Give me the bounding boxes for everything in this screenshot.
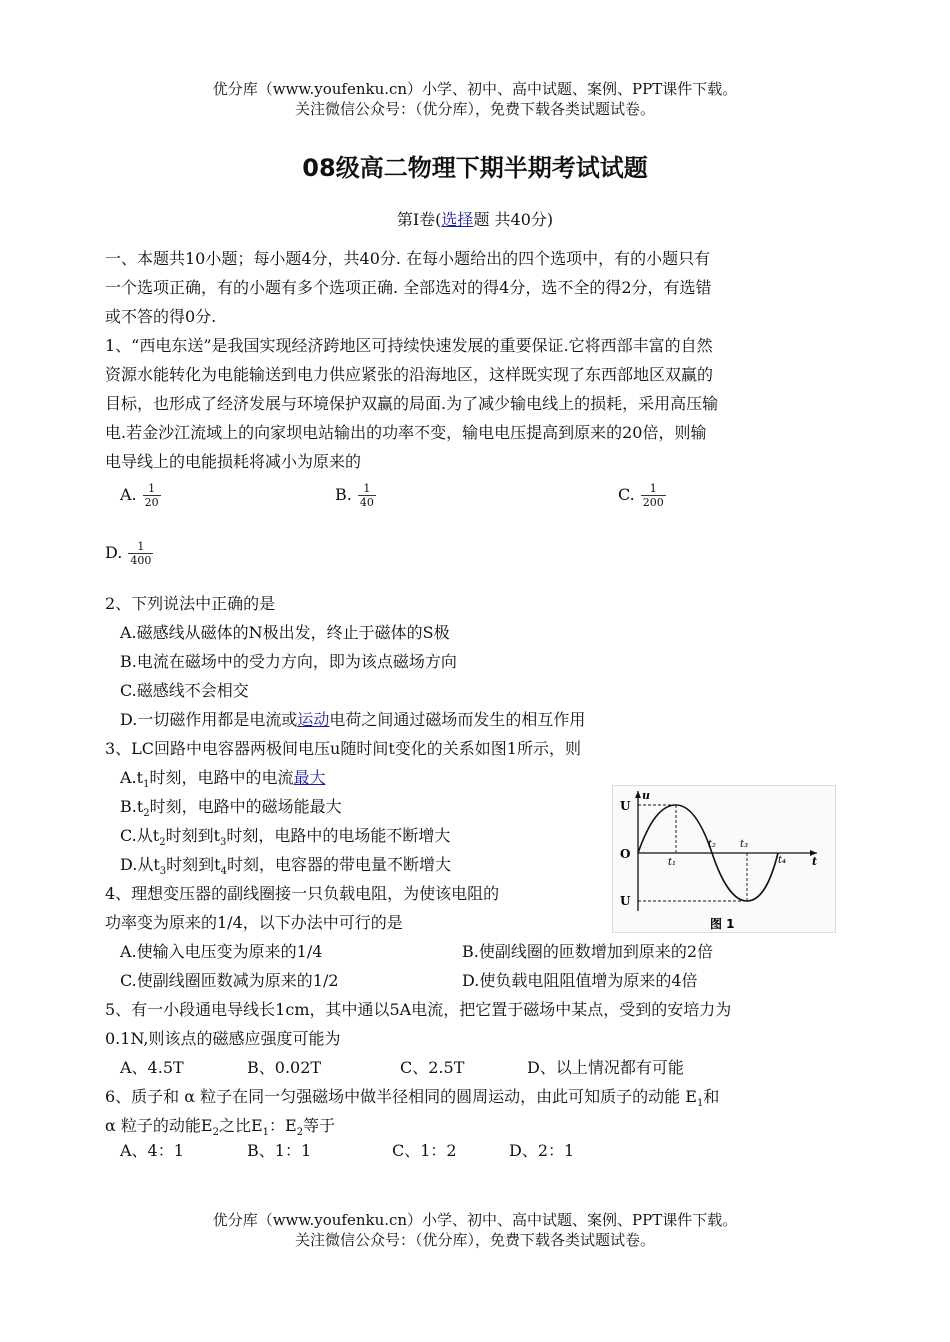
t2-label: t₂ (708, 839, 717, 850)
q3-option-a (120, 767, 325, 796)
q5-line-2: 0.1N,则该点的磁感应强度可能为 (105, 1029, 341, 1048)
q1-line-4: 电.若金沙江流域上的向家坝电站输出的功率不变，输电电压提高到原来的20倍，则输 (105, 423, 707, 442)
q1-option-b (335, 482, 376, 509)
t4-label: t₄ (778, 855, 787, 866)
q1-line-3: 目标，也形成了经济发展与环境保护双赢的局面.为了减少输电线上的损耗，采用高压输 (105, 394, 719, 413)
q3-c-sub1: 2 (159, 837, 166, 849)
q3-b-sub: 2 (143, 808, 150, 820)
q6-l2-sub1: 2 (212, 1127, 219, 1139)
origin-label: O (620, 847, 631, 861)
q1-option-a-label: A. (120, 485, 137, 504)
q3-b-pre: B.t (120, 797, 144, 816)
q1-option-b-den: 40 (359, 496, 374, 509)
q5-option-b: B、0.02T (247, 1058, 322, 1077)
q3-option-b (120, 796, 342, 825)
q1-option-d-den: 400 (130, 554, 152, 567)
q6-option-c: C、1：2 (392, 1141, 457, 1160)
q3-c-sub2: 3 (220, 837, 227, 849)
figure-frame (613, 786, 836, 933)
q1-option-d (105, 540, 153, 567)
q2-option-a: A.磁感线从磁体的N极出发，终止于磁体的S极 (120, 623, 450, 642)
q4-option-d: D.使负载电阻阻值增为原来的4倍 (462, 971, 698, 990)
q1-option-c-num: 1 (641, 482, 666, 496)
q3-a-sub: 1 (143, 779, 150, 791)
q6-l2-sub2: 1 (262, 1127, 270, 1139)
q6-option-a: A、4：1 (120, 1141, 184, 1160)
q1-option-a (120, 482, 161, 509)
q5-option-c: C、2.5T (400, 1058, 465, 1077)
q3-option-d (120, 854, 451, 883)
q6-l1-sub: 1 (696, 1098, 704, 1110)
q2-option-b: B.电流在磁场中的受力方向，即为该点磁场方向 (120, 652, 457, 671)
section-link[interactable]: 选择 (441, 210, 474, 229)
q6-l2-mid2: ：E (269, 1116, 297, 1135)
q1-option-c-fraction (641, 482, 666, 509)
t-axis-label: t (812, 855, 818, 868)
q3-d-sub2: 4 (220, 866, 227, 878)
q1-line-2: 资源水能转化为电能输送到电力供应紧张的沿海地区，这样既实现了东西部地区双赢的 (105, 365, 714, 384)
q1-line-1: 1、“西电东送”是我国实现经济跨地区可持续快速发展的重要保证.它将西部丰富的自然 (105, 336, 713, 355)
q6-l1-post: 和 (703, 1087, 720, 1106)
q2-d-post: 电荷之间通过磁场而发生的相互作用 (329, 710, 586, 729)
q2-option-d (120, 709, 585, 731)
q1-line-5: 电导线上的电能损耗将减小为原来的 (105, 452, 362, 471)
figure-caption: 图 1 (710, 917, 735, 931)
q1-option-c-den: 200 (642, 496, 664, 509)
q3-c-mid: 时刻到t (165, 826, 221, 845)
q1-option-b-fraction (358, 482, 376, 509)
q6-option-b: B、1：1 (247, 1141, 312, 1160)
q1-option-c-label: C. (618, 485, 635, 504)
q6-l2-post: 等于 (303, 1116, 336, 1135)
t3-label: t₃ (740, 839, 749, 850)
section-post: 题 共40分) (473, 210, 554, 229)
q3-d-pre: D.从t (120, 855, 160, 874)
u-axis-label: u (642, 789, 650, 802)
t1-label: t₁ (668, 857, 677, 868)
q5-option-a: A、4.5T (120, 1058, 184, 1077)
q2-d-pre: D.一切磁作用都是电流或 (120, 710, 298, 729)
q1-option-d-fraction (128, 540, 153, 567)
q5-line-1: 5、有一小段通电导线长1cm，其中通以5A电流，把它置于磁场中某点，受到的安培力为 (105, 1000, 732, 1019)
header-line-2: 关注微信公众号：（优分库），免费下载各类试题试卷。 (294, 100, 655, 118)
page-title: 08级高二物理下期半期考试试题 (302, 154, 648, 182)
q4-option-c: C.使副线圈匝数减为原来的1/2 (120, 971, 339, 990)
q1-option-a-num: 1 (143, 482, 161, 496)
figure-1-graph (612, 785, 836, 933)
intro-line-1: 一、本题共10小题；每小题4分，共40分. 在每小题给出的四个选项中，有的小题只有 (105, 249, 711, 268)
q3-option-c (120, 825, 450, 854)
q1-option-b-num: 1 (358, 482, 376, 496)
q4-line-1: 4、理想变压器的副线圈接一只负载电阻，为使该电阻的 (105, 884, 500, 903)
q3-a-pre: A.t (120, 768, 144, 787)
q6-l2-pre: α 粒子的动能E (105, 1116, 213, 1135)
q4-option-a: A.使输入电压变为原来的1/4 (120, 942, 323, 961)
q6-l2-mid: 之比E (218, 1116, 263, 1135)
q2-d-link[interactable]: 运动 (297, 710, 330, 729)
q4-line-2: 功率变为原来的1/4，以下办法中可行的是 (105, 913, 403, 932)
footer-line-1: 优分库（www.youfenku.cn）小学、初中、高中试题、案例、PPT课件下载。 (212, 1211, 738, 1229)
q1-option-a-fraction (143, 482, 161, 509)
q2-option-c: C.磁感线不会相交 (120, 681, 249, 700)
q3-a-mid: 时刻，电路中的电流 (149, 768, 294, 787)
intro-line-3: 或不答的得0分. (105, 307, 217, 326)
q1-option-c (618, 482, 666, 509)
q6-l1-pre: 6、质子和 α 粒子在同一匀强磁场中做半径相同的圆周运动，由此可知质子的动能 E (105, 1087, 697, 1106)
q2-stem: 2、下列说法中正确的是 (105, 594, 276, 613)
q3-c-post: 时刻，电路中的电场能不断增大 (226, 826, 451, 845)
U-bottom-label: U (620, 894, 631, 908)
q1-option-b-label: B. (335, 485, 352, 504)
q3-c-pre: C.从t (120, 826, 160, 845)
intro-line-2: 一个选项正确，有的小题有多个选项正确. 全部选对的得4分，选不全的得2分，有选错 (105, 278, 712, 297)
footer-line-2: 关注微信公众号：（优分库），免费下载各类试题试卷。 (294, 1231, 655, 1249)
q5-option-d: D、以上情况都有可能 (527, 1058, 684, 1077)
q3-a-link[interactable]: 最大 (293, 768, 326, 787)
q1-option-d-label: D. (105, 543, 123, 562)
section-pre: 第Ⅰ卷( (396, 210, 442, 229)
q3-b-post: 时刻，电路中的磁场能最大 (149, 797, 342, 816)
q3-stem: 3、LC回路中电容器两极间电压u随时间t变化的关系如图1所示，则 (105, 739, 581, 758)
q6-l2-sub3: 2 (296, 1127, 304, 1139)
q4-option-b: B.使副线圈的匝数增加到原来的2倍 (462, 942, 714, 961)
q6-option-d: D、2：1 (509, 1141, 575, 1160)
q3-d-mid: 时刻到t (166, 855, 221, 874)
section-heading (0, 207, 950, 230)
q1-option-a-den: 20 (144, 496, 159, 509)
q6-line-1 (105, 1086, 719, 1115)
q1-option-d-num: 1 (128, 540, 153, 554)
header-line-1: 优分库（www.youfenku.cn）小学、初中、高中试题、案例、PPT课件下载。 (212, 80, 738, 98)
U-top-label: U (620, 799, 631, 813)
q3-d-post: 时刻，电容器的带电量不断增大 (226, 855, 451, 874)
q3-d-sub1: 3 (159, 866, 167, 878)
